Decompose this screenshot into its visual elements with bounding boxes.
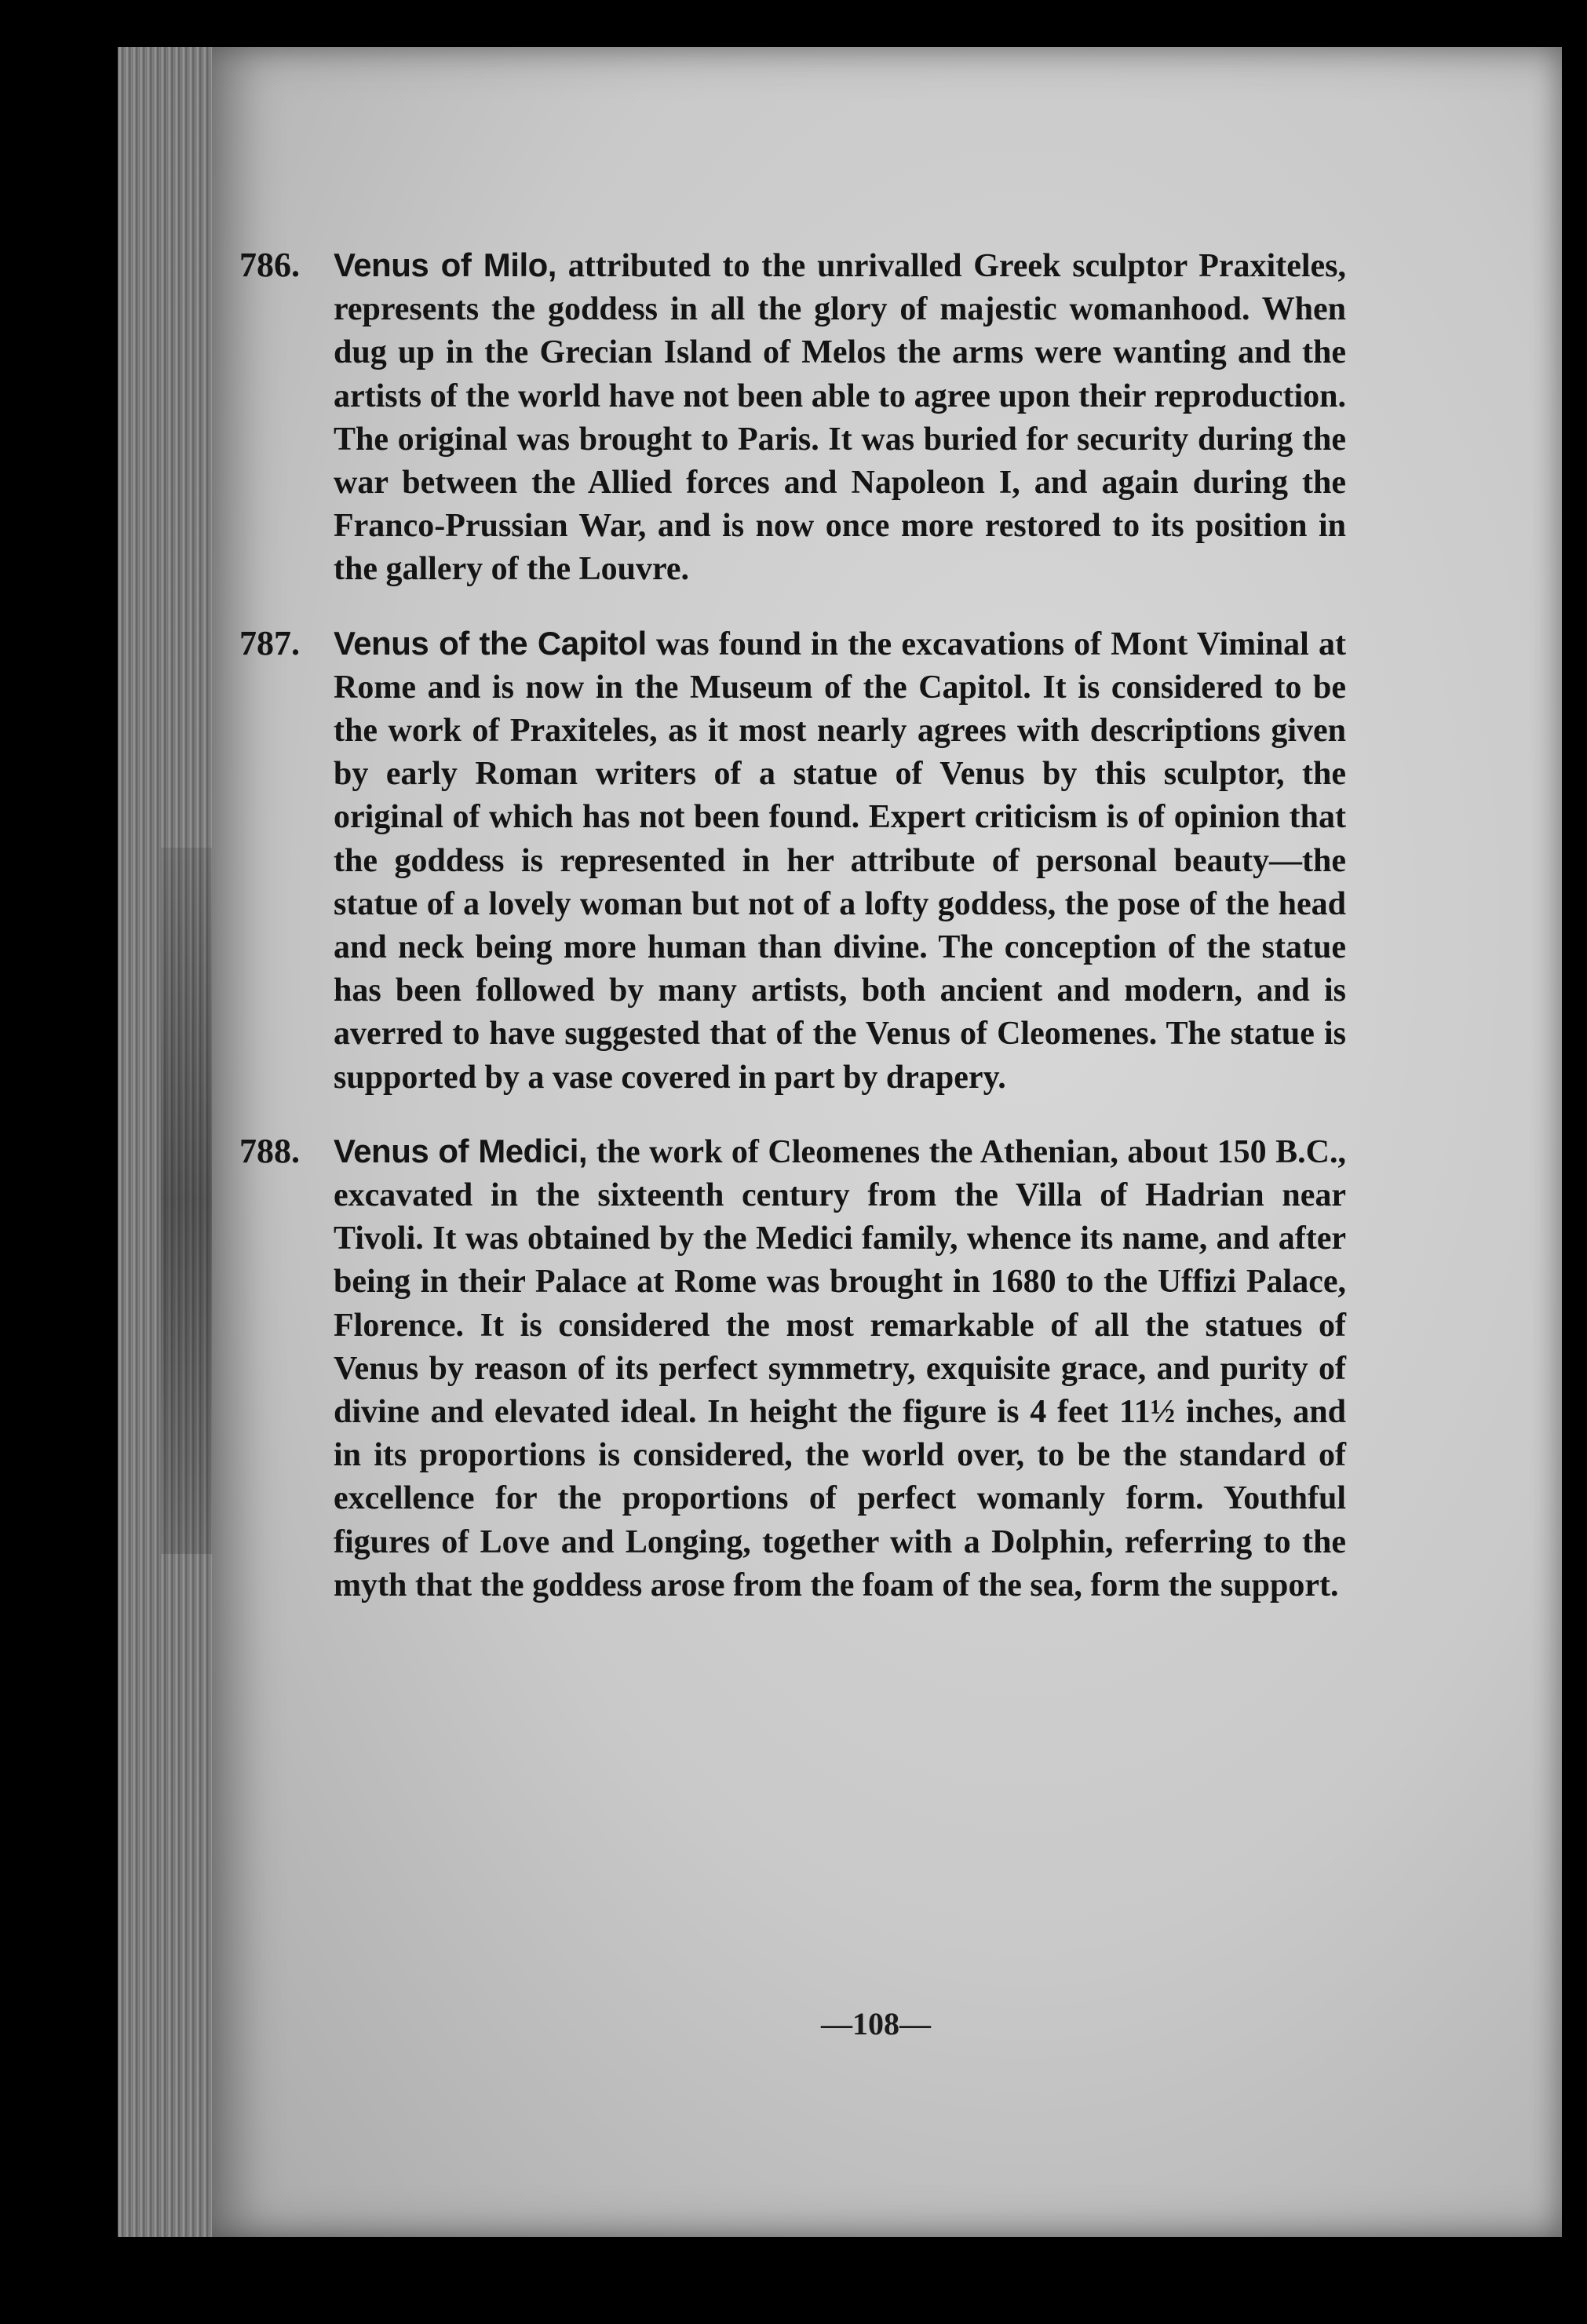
entry-number: 787. (239, 623, 300, 662)
library-stamp (161, 848, 216, 1554)
entry-786 (239, 243, 1346, 592)
entry-788 (239, 1129, 1346, 1607)
page-content (239, 243, 1346, 1637)
entry-787 (239, 622, 1346, 1100)
entry-text: was found in the excavations of Mont Viminal at Rome and is now in the Museum of the Capitol. It is considered to be the work of Praxiteles, as it most nearly agrees with descriptions given by early Roman writers of a statue of Venus by this sculptor, the original of which has not been found. Expert criticism is of opinion that the goddess is represented in her attribute of personal beauty—the statue of a lovely woman but not of a lofty goddess, the pose of the head and neck being more human than divine. The conception of the statue has been followed by many artists, both ancient and modern, and is averred to have suggested that of the Venus of Cleomenes. The statue is supported by a vase covered in part by drapery. (334, 626, 1346, 1096)
entry-number: 788. (239, 1131, 300, 1170)
entry-title: Venus of Milo, (334, 246, 556, 283)
page-number: —108— (821, 2006, 931, 2041)
entry-text: the work of Cleomenes the Athenian, about 150 B.C., excavated in the sixteenth century from the Villa of Hadrian near Tivoli. It was obtained by the Medici family, whence its name, and after being in their Palace at Rome was brought in 1680 to the Uffizi Palace, Florence. It is considered the most remarkable of all the statues of Venus by reason of its perfect symmetry, exquisite grace, and purity of divine and elevated ideal. In height the figure is 4 feet 11½ inches, and in its proportions is considered, the world over, to be the standard of excellence for the proportions of perfect womanly form. Youthful figures of Love and Longing, together with a Dolphin, referring to the myth that the goddess arose from the foam of the sea, form the support. (334, 1133, 1346, 1603)
entry-number: 786. (239, 246, 300, 284)
entry-text: attributed to the unrivalled Greek sculptor Praxiteles, represents the goddess in all the glory of majestic womanhood. When dug up in the Grecian Island of Melos the arms were wanting and the artists of the world have not been able to agree upon their reproduction. The original was brought to Paris. It was buried for security during the war between the Allied forces and Napoleon I, and again during the Franco-Prussian War, and is now once more restored to its position in the gallery of the Louvre. (334, 248, 1346, 588)
entry-title: Venus of the Capitol (334, 624, 647, 662)
entry-title: Venus of Medici, (334, 1132, 588, 1169)
